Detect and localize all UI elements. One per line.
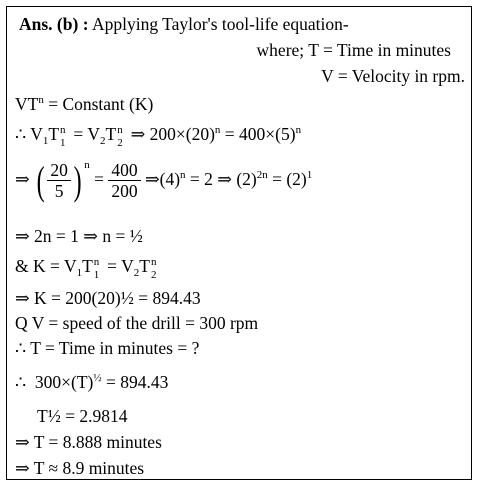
rhs-expression: = 400×(5) [224,124,296,144]
right-paren: ) [73,157,82,203]
sub-2: 2 [100,135,106,147]
taylor-equation [15,93,153,115]
exp-n-rhs: n [295,124,302,136]
exp-half: ½ [93,372,102,384]
equation-2 [15,157,312,201]
t-symbol: T [82,256,93,276]
answer-heading [19,13,349,35]
t-symbol-2: T [105,124,117,144]
v-symbol: V [30,124,43,144]
k-expression: K = V [33,256,77,276]
sub-2b: 2 [150,269,157,281]
sub-1b: 1 [93,269,100,281]
sup-n-2: n [150,256,157,268]
velocity-definition: V = Velocity in rpm. [321,66,465,86]
answer-label: Ans. (b) : [19,14,89,34]
answer-box [6,6,472,480]
equation-4 [15,255,160,281]
sub-1: 1 [76,267,83,279]
equation-3: ⇒ 2n = 1 ⇒ n = ½ [15,226,143,246]
v-symbol-2: V [87,124,100,144]
implies-symbol: ⇒ [130,124,146,144]
sub-1b: 1 [60,137,66,149]
where-time-definition: where; T = Time in minutes [256,40,451,60]
two-one-power: = (2) [272,169,307,189]
t-symbol-2: T [139,256,150,276]
equals-sign: = [73,124,84,144]
sup-n: n [60,124,66,136]
implies-symbol: ⇒ [15,169,30,189]
sub-2b: 2 [117,137,123,149]
exp-n-2: n [180,169,186,181]
lhs-expression: 300×(T) [34,372,94,392]
exp-2n: 2n [256,169,268,181]
equation-5: ⇒ K = 200(20)½ = 894.43 [15,288,201,308]
constant-text: = Constant (K) [43,94,154,114]
two-power: = 2 ⇒ (2) [189,169,257,189]
fraction-20-5: $\frac{20}{5}$ [47,160,71,201]
therefore-symbol: ∴ [15,124,27,144]
equation-11: ⇒ T ≈ 8.9 minutes [15,458,145,478]
t-symbol: T [48,124,60,144]
equals-sign: = [94,169,104,189]
equation-8 [15,371,168,393]
equation-6: Q V = speed of the drill = 300 rpm [15,313,259,333]
equals-v: = V [107,256,134,276]
therefore-symbol: ∴ [15,372,27,392]
sub-1: 1 [42,135,49,147]
rhs-expression: = 894.43 [105,372,169,392]
ampersand: & [15,256,29,276]
sup-n-2: n [117,124,123,136]
left-paren: ( [36,157,45,203]
vt-text: VT [15,94,39,114]
lhs-expression: 200×(20) [149,124,215,144]
equation-1 [15,123,302,149]
fraction-400-200: $\frac{400}{200}$ [108,160,140,201]
exp-n-lhs: n [214,124,221,136]
four-power: ⇒(4) [144,169,181,189]
sup-n: n [93,256,100,268]
exp-n: n [38,94,44,106]
exp-n: n [84,159,90,171]
equation-10: ⇒ T = 8.888 minutes [15,432,162,452]
sub-2: 2 [133,267,140,279]
exp-1: 1 [306,169,313,181]
equation-9: T½ = 2.9814 [37,406,128,426]
heading-text: Applying Taylor's tool-life equation- [91,14,349,34]
equation-7: ∴ T = Time in minutes = ? [15,338,200,358]
